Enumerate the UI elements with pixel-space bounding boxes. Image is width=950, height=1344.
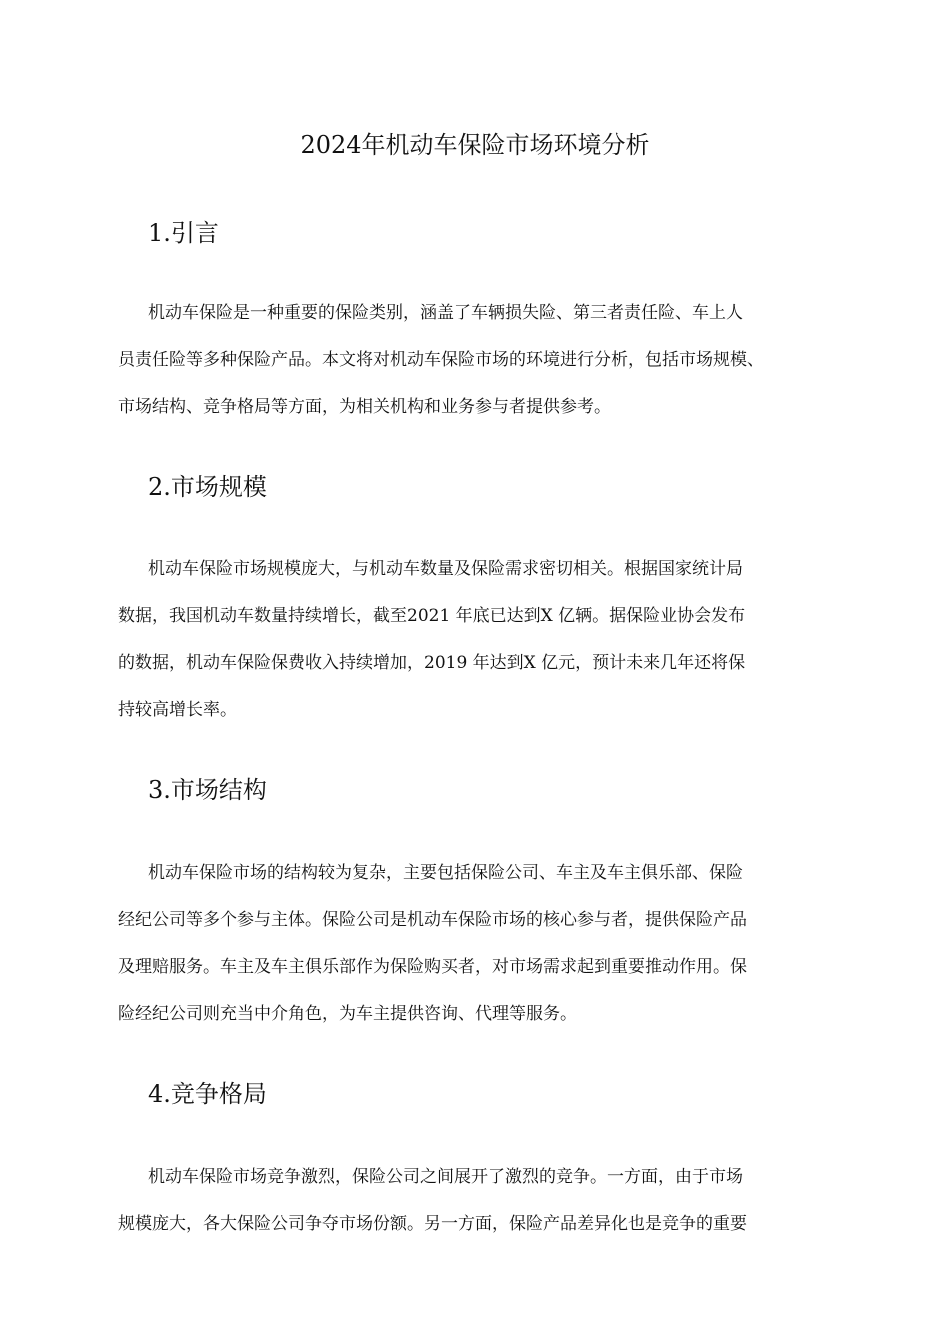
paragraph-line: 市场结构、竞争格局等方面，为相关机构和业务参与者提供参考。 (118, 397, 611, 417)
paragraph-line: 的数据，机动车保险保费收入持续增加，2019 年达到X 亿元，预计未来几年还将保 (118, 653, 746, 673)
paragraph-line: 经纪公司等多个参与主体。保险公司是机动车保险市场的核心参与者，提供保险产品 (118, 910, 747, 930)
section-heading-introduction: 1.引言 (148, 219, 219, 247)
paragraph-line: 机动车保险市场规模庞大，与机动车数量及保险需求密切相关。根据国家统计局 (148, 559, 743, 579)
section-paragraph-market-size (118, 554, 838, 742)
section-paragraph-introduction (118, 298, 838, 439)
paragraph-line: 数据，我国机动车数量持续增长，截至2021 年底已达到X 亿辆。据保险业协会发布 (118, 606, 746, 626)
paragraph-line: 机动车保险市场竞争激烈，保险公司之间展开了激烈的竞争。一方面，由于市场 (148, 1167, 743, 1187)
section-paragraph-competition (118, 1162, 838, 1256)
paragraph-line: 机动车保险是一种重要的保险类别，涵盖了车辆损失险、第三者责任险、车上人 (148, 303, 743, 323)
section-heading-competition: 4.竞争格局 (148, 1080, 267, 1108)
section-heading-market-structure: 3.市场结构 (148, 776, 267, 804)
document-title: 2024年机动车保险市场环境分析 (300, 131, 650, 159)
section-heading-market-size: 2.市场规模 (148, 473, 267, 501)
paragraph-line: 机动车保险市场的结构较为复杂，主要包括保险公司、车主及车主俱乐部、保险 (148, 863, 743, 883)
paragraph-line: 及理赔服务。车主及车主俱乐部作为保险购买者，对市场需求起到重要推动作用。保 (118, 957, 747, 977)
paragraph-line: 持较高增长率。 (118, 700, 237, 720)
section-paragraph-market-structure (118, 858, 838, 1046)
paragraph-line: 险经纪公司则充当中介角色，为车主提供咨询、代理等服务。 (118, 1004, 577, 1024)
paragraph-line: 员责任险等多种保险产品。本文将对机动车保险市场的环境进行分析，包括市场规模、 (118, 350, 764, 370)
paragraph-line: 规模庞大，各大保险公司争夺市场份额。另一方面，保险产品差异化也是竞争的重要 (118, 1214, 747, 1234)
